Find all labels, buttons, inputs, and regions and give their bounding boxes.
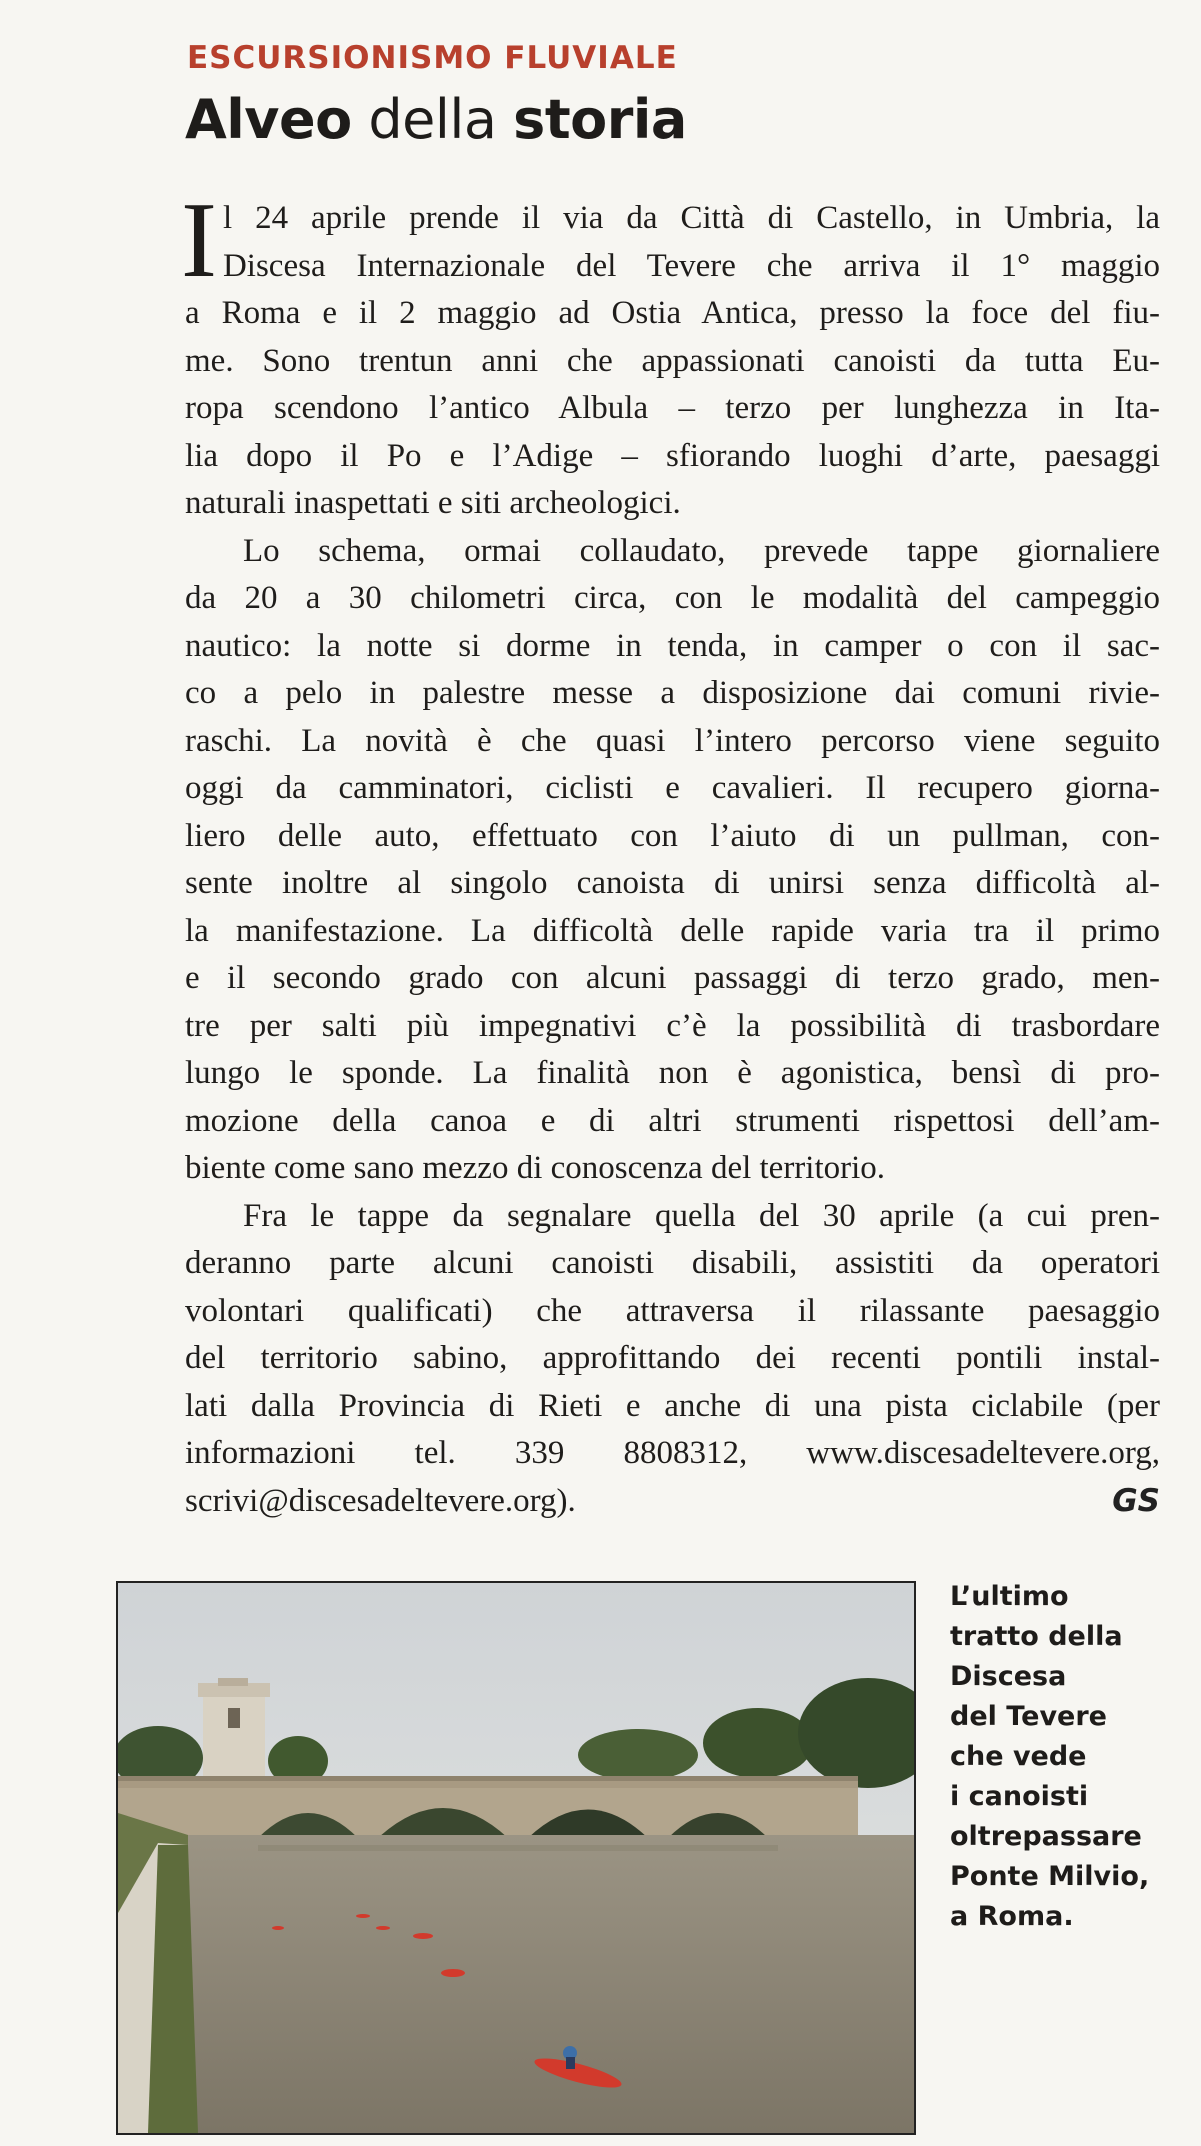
article-body <box>181 181 1160 1525</box>
article-headline <box>185 88 687 151</box>
text-line: deranno parte alcuni canoisti disabili, assistiti da operatori <box>185 1245 1160 1281</box>
caption-line: del Tevere <box>950 1701 1107 1732</box>
tower-icon <box>198 1678 270 1793</box>
caption-line: a Roma. <box>950 1901 1074 1932</box>
headline-word-1: Alveo <box>185 88 352 151</box>
text-line: liero delle auto, effettuato con l’aiuto di un pullman, con- <box>185 817 1160 854</box>
text-line: naturali inaspettati e siti archeologici. <box>185 485 681 521</box>
caption-line: L’ultimo <box>950 1581 1069 1612</box>
text-line: raschi. La novità è che quasi l’intero percorso viene seguito <box>185 722 1160 759</box>
text-line: Fra le tappe da segnalare quella del 30 aprile (a cui pren- <box>243 1197 1160 1234</box>
caption-line: Discesa <box>950 1661 1067 1692</box>
text-line: biente come sano mezzo di conoscenza del territorio. <box>185 1150 886 1186</box>
text-line: co a pelo in palestre messe a disposizione dai comuni rivie- <box>185 675 1160 711</box>
text-line: volontari qualificati) che attraversa il rilassante paesaggio <box>185 1292 1160 1329</box>
photo-ponte-milvio <box>116 1581 916 2135</box>
text-line: oggi da camminatori, ciclisti e cavalieri. Il recupero giorna- <box>185 770 1160 806</box>
text-line: da 20 a 30 chilometri circa, con le modalità del campeggio <box>185 580 1160 616</box>
caption-line: oltrepassare <box>950 1821 1142 1852</box>
caption-line: i canoisti <box>950 1781 1089 1812</box>
text-line: sente inoltre al singolo canoista di unirsi senza difficoltà al- <box>185 865 1160 901</box>
text-line: del territorio sabino, approfittando dei recenti pontili instal- <box>185 1340 1160 1376</box>
text-line-final <box>185 1478 1160 1526</box>
text-line: lungo le sponde. La finalità non è agonistica, bensì di pro- <box>185 1055 1160 1091</box>
text-line: Lo schema, ormai collaudato, prevede tappe giornaliere <box>243 532 1160 569</box>
text-line: l 24 aprile prende il via da Città di Castello, in Umbria, la <box>222 200 1160 236</box>
text-line: informazioni tel. 339 8808312, www.discesadeltevere.org, <box>185 1435 1160 1471</box>
drop-cap: I <box>181 181 217 300</box>
text-line: me. Sono trentun anni che appassionati canoisti da tutta Eu- <box>185 342 1160 379</box>
section-kicker: ESCURSIONISMO FLUVIALE <box>187 40 678 76</box>
text-line: mozione della canoa e di altri strumenti rispettosi dell’am- <box>185 1102 1160 1139</box>
text-line-final-text: scrivi@discesadeltevere.org). <box>185 1482 576 1519</box>
text-line: e il secondo grado con alcuni passaggi di terzo grado, men- <box>185 960 1160 996</box>
caption-line: Ponte Milvio, <box>950 1861 1150 1892</box>
text-line: lia dopo il Po e l’Adige – sfiorando luoghi d’arte, paesaggi <box>185 437 1160 474</box>
paragraph-3 <box>185 1193 1160 1526</box>
text-line: la manifestazione. La difficoltà delle rapide varia tra il primo <box>185 912 1160 949</box>
headline-word-3: storia <box>513 88 687 151</box>
river-icon <box>188 1835 914 2133</box>
paragraph-1 <box>181 181 1160 528</box>
bridge-icon <box>118 1776 858 1838</box>
paragraph-2 <box>185 528 1160 1193</box>
text-line: nautico: la notte si dorme in tenda, in camper o con il sac- <box>185 627 1160 664</box>
caption-line: tratto della <box>950 1621 1123 1652</box>
text-line: tre per salti più impegnativi c’è la possibilità di trasbordare <box>185 1007 1160 1044</box>
headline-word-2: della <box>351 88 514 151</box>
text-line: a Roma e il 2 maggio ad Ostia Antica, presso la foce del fiu- <box>185 295 1160 331</box>
text-line: ropa scendono l’antico Albula – terzo per lunghezza in Ita- <box>185 390 1160 426</box>
author-signature: GS <box>1112 1482 1160 1519</box>
text-line: lati dalla Provincia di Rieti e anche di una pista ciclabile (per <box>185 1387 1160 1424</box>
text-line: Discesa Internazionale del Tevere che arriva il 1° maggio <box>222 247 1160 284</box>
photo-caption <box>950 1577 1149 1937</box>
caption-line: che vede <box>950 1741 1087 1772</box>
